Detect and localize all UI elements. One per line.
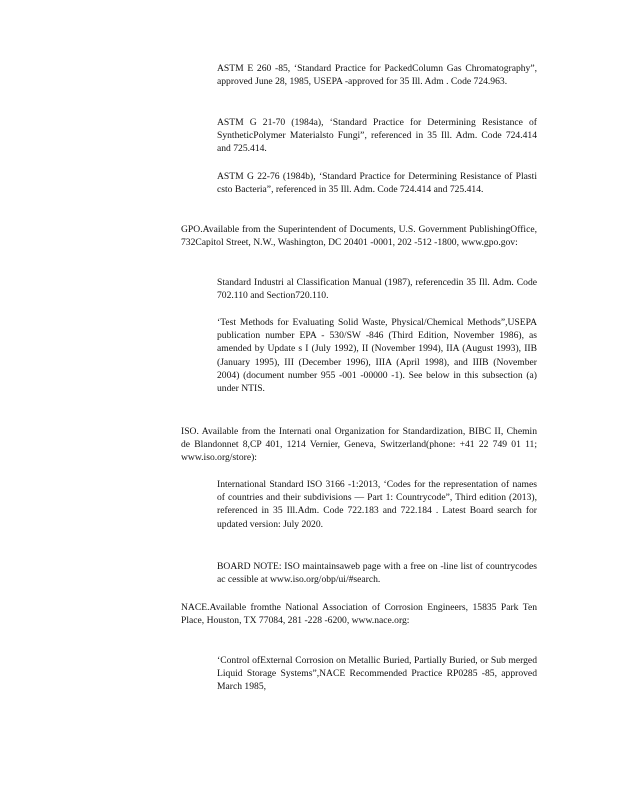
- source-iso: ISO. Available from the Internati onal Organization for Standardization, BIBC II, Chemin de Blandonnet 8,CP 401, 1214 Vernier, Geneva, Switzerland(phone: +41 22 749 01 11; www.iso.org/store):: [181, 426, 537, 464]
- source-gpo: GPO.Available from the Superintendent of Documents, U.S. Government PublishingOffice, 732Capitol Street, N.W., Washington, DC 20401 -0001, 202 -512 -1800, www.gpo.gov:: [181, 224, 537, 249]
- reference-astm-g22: ASTM G 22-76 (1984b), ‘Standard Practice for Determining Resistance of Plasti csto Bacteria”, referenced in 35 Ill. Adm. Code 724.414 and 725.414.: [217, 171, 537, 196]
- reference-nace-rp0285: ‘Control ofExternal Corrosion on Metallic Buried, Partially Buried, or Sub merged Liquid Storage Systems”,NACE Recommended Practice RP0285 -85, approved March 1985,: [217, 655, 537, 693]
- reference-sw846: ‘Test Methods for Evaluating Solid Waste, Physical/Chemical Methods”,USEPA publication number EPA - 530/SW -846 (Third Edition, November 1986), as amended by Update s I (July 1992), II (November 1994), IIA (August 1993), IIB (January 1995), III (December 1996), IIIA (April 1998), and IIIB (November 2004) (document number 955 -001 -00000 -1). See below in this subsection (a) under NTIS.: [217, 317, 537, 395]
- reference-iso-3166: International Standard ISO 3166 -1:2013, ‘Codes for the representation of names of countries and their subdivisions — Part 1: Countrycode”, Third edition (2013), referenced in 35 Ill.Adm. Code 722.183 and 722.184 . Latest Board search for updated version: July 2020.: [217, 479, 537, 530]
- reference-sic-manual: Standard Industri al Classification Manual (1987), referencedin 35 Ill. Adm. Code 702.110 and Section720.110.: [217, 277, 537, 302]
- reference-astm-g21: ASTM G 21-70 (1984a), ‘Standard Practice for Determining Resistance of SyntheticPolymer Materialsto Fungi”, referenced in 35 Ill. Adm. Code 724.414 and 725.414.: [217, 117, 537, 155]
- source-nace: NACE.Available fromthe National Association of Corrosion Engineers, 15835 Park Ten Place, Houston, TX 77084, 281 -228 -6200, www.nace.org:: [181, 602, 537, 627]
- board-note: BOARD NOTE: ISO maintainsaweb page with a free on -line list of countrycodes ac cessible at www.iso.org/obp/ui/#search.: [217, 561, 537, 586]
- reference-astm-e260: ASTM E 260 -85, ‘Standard Practice for PackedColumn Gas Chromatography”, approved June 28, 1985, USEPA -approved for 35 Ill. Adm . Code 724.963.: [217, 63, 537, 88]
